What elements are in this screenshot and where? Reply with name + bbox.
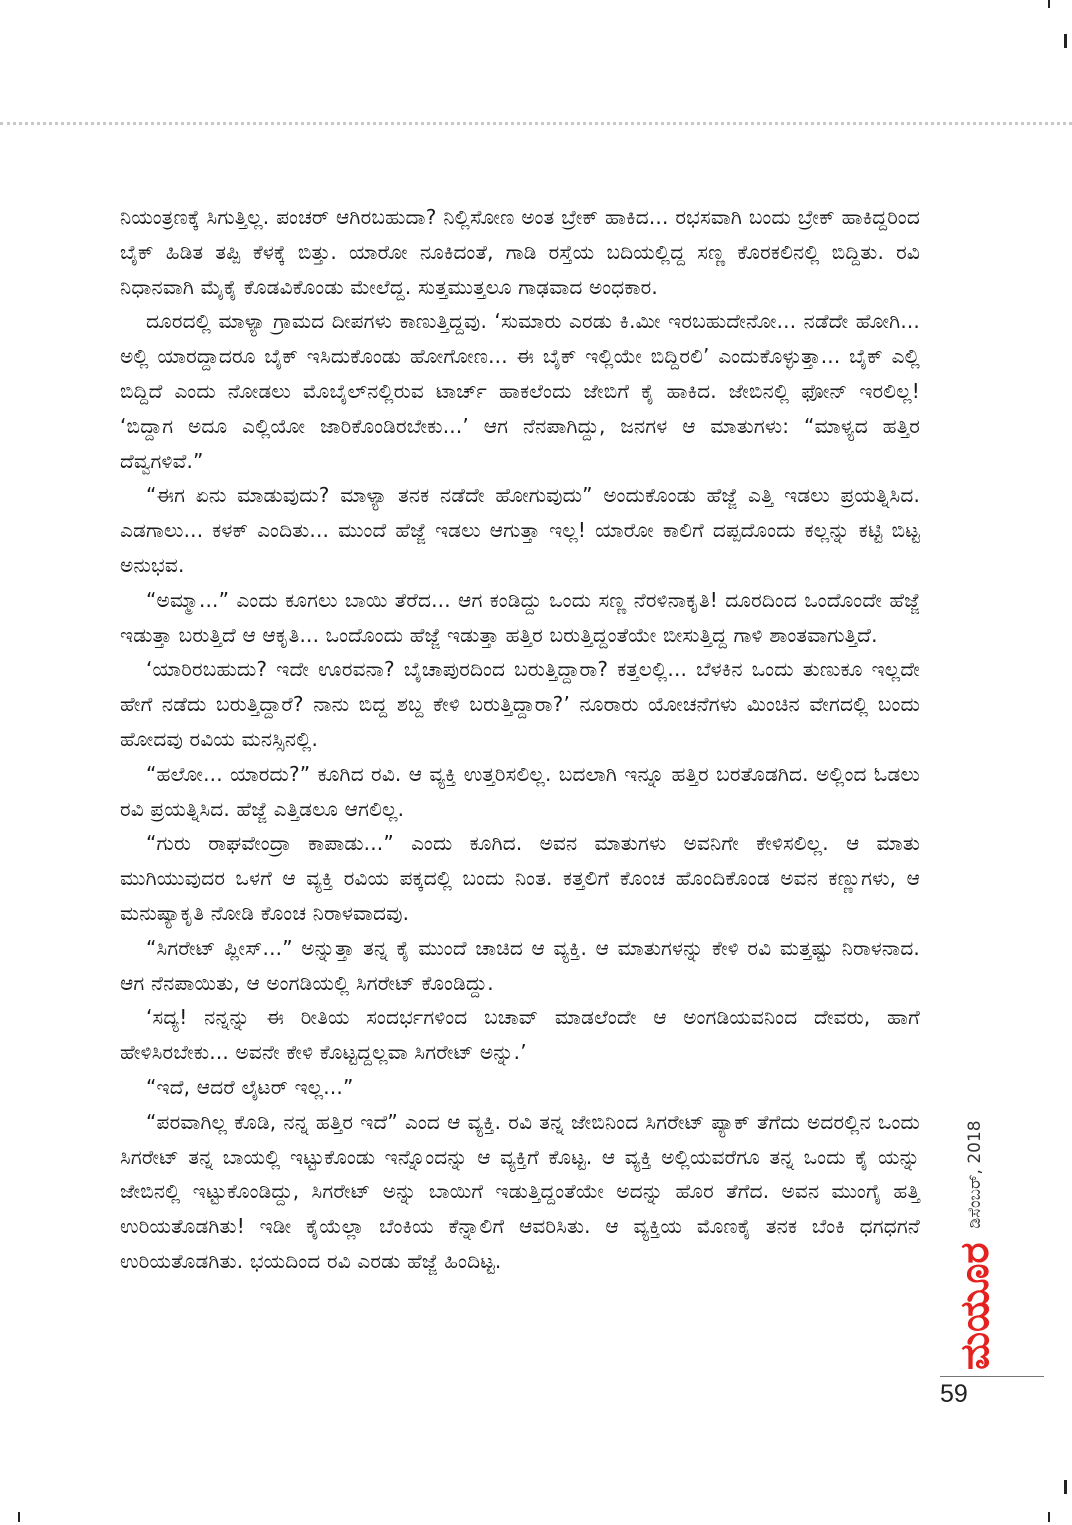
magazine-sidebar	[925, 1075, 998, 1370]
paragraph: ದೂರದಲ್ಲಿ ಮಾಳ್ಯಾ ಗ್ರಾಮದ ದೀಪಗಳು ಕಾಣುತ್ತಿದ್ದವು. ‘ಸುಮಾರು ಎರಡು ಕಿ.ಮೀ ಇರಬಹುದೇನೋ... ನಡೆದೇ ಹೋಗಿ... ಅಲ್ಲಿ ಯಾರದ್ದಾದರೂ ಬೈಕ್ ಇಸಿದುಕೊಂಡು ಹೋಗೋಣ... ಈ ಬೈಕ್ ಇಲ್ಲಿಯೇ ಬಿದ್ದಿರಲಿ’ ಎಂದುಕೊಳ್ಳುತ್ತಾ... ಬೈಕ್ ಎಲ್ಲಿ ಬಿದ್ದಿದೆ ಎಂದು ನೋಡಲು ಮೊಬೈಲ್‌ನಲ್ಲಿರುವ ಟಾರ್ಚ್ ಹಾಕಲೆಂದು ಜೇಬಿಗೆ ಕೈ ಹಾಕಿದ. ಜೇಬಿನಲ್ಲಿ ಫೋನ್ ಇರಲಿಲ್ಲ! ‘ಬಿದ್ದಾಗ ಅದೂ ಎಲ್ಲಿಯೋ ಜಾರಿಕೊಂಡಿರಬೇಕು...’ ಆಗ ನೆನಪಾಗಿದ್ದು, ಜನಗಳ ಆ ಮಾತುಗಳು: “ಮಾಳ್ಯದ ಹತ್ತಿರ ದೆವ್ವಗಳಿವೆ.”	[120, 309, 920, 473]
paragraph: “ಹಲೋ... ಯಾರದು?” ಕೂಗಿದ ರವಿ. ಆ ವ್ಯಕ್ತಿ ಉತ್ತರಿಸಲಿಲ್ಲ. ಬದಲಾಗಿ ಇನ್ನೂ ಹತ್ತಿರ ಬರತೊಡಗಿದ. ಅಲ್ಲಿಂದ ಓಡಲು ರವಿ ಪ್ರಯತ್ನಿಸಿದ. ಹೆಜ್ಜೆ ಎತ್ತಿಡಲೂ ಆಗಲಿಲ್ಲ.	[120, 761, 920, 821]
paragraph: “ಈಗ ಏನು ಮಾಡುವುದು? ಮಾಳ್ಯಾ ತನಕ ನಡೆದೇ ಹೋಗುವುದು” ಅಂದುಕೊಂಡು ಹೆಜ್ಜೆ ಎತ್ತಿ ಇಡಲು ಪ್ರಯತ್ನಿಸಿದ. ಎಡಗಾಲು... ಕಳಕ್ ಎಂದಿತು... ಮುಂದೆ ಹೆಜ್ಜೆ ಇಡಲು ಆಗುತ್ತಾ ಇಲ್ಲ! ಯಾರೋ ಕಾಲಿಗೆ ದಪ್ಪದೊಂದು ಕಲ್ಲನ್ನು ಕಟ್ಟಿ ಬಿಟ್ಟ ಅನುಭವ.	[120, 483, 920, 577]
crop-mark-right-upper	[1064, 34, 1067, 48]
paragraph: “ಪರವಾಗಿಲ್ಲ ಕೊಡಿ, ನನ್ನ ಹತ್ತಿರ ಇದೆ” ಎಂದ ಆ ವ್ಯಕ್ತಿ. ರವಿ ತನ್ನ ಜೇಬಿನಿಂದ ಸಿಗರೇಟ್ ಪ್ಯಾಕ್ ತೆಗೆದು ಅದರಲ್ಲಿನ ಒಂದು ಸಿಗರೇಟ್ ತನ್ನ ಬಾಯಲ್ಲಿ ಇಟ್ಟುಕೊಂಡು ಇನ್ನೊಂದನ್ನು ಆ ವ್ಯಕ್ತಿಗೆ ಕೊಟ್ಟ. ಆ ವ್ಯಕ್ತಿ ಅಲ್ಲಿಯವರೆಗೂ ತನ್ನ ಒಂದು ಕೈ ಯನ್ನು ಜೇಬಿನಲ್ಲಿ ಇಟ್ಟುಕೊಂಡಿದ್ದು, ಸಿಗರೇಟ್ ಅನ್ನು ಬಾಯಿಗೆ ಇಡುತ್ತಿದ್ದಂತೆಯೇ ಅದನ್ನು ಹೊರ ತೆಗೆದ. ಅವನ ಮುಂಗೈ ಹತ್ತಿ ಉರಿಯತೊಡಗಿತು! ಇಡೀ ಕೈಯೆಲ್ಲಾ ಬೆಂಕಿಯ ಕೆನ್ನಾಲಿಗೆ ಆವರಿಸಿತು. ಆ ವ್ಯಕ್ತಿಯ ಮೊಣಕೈ ತನಕ ಬೆಂಕಿ ಧಗಧಗನೆ ಉರಿಯತೊಡಗಿತು. ಭಯದಿಂದ ರವಿ ಎರಡು ಹೆಜ್ಜೆ ಹಿಂದಿಟ್ಟ.	[120, 1109, 920, 1273]
paragraph: ‘ಸದ್ಯ! ನನ್ನನ್ನು ಈ ರೀತಿಯ ಸಂದರ್ಭಗಳಿಂದ ಬಚಾವ್ ಮಾಡಲೆಂದೇ ಆ ಅಂಗಡಿಯವನಿಂದ ದೇವರು, ಹಾಗೆ ಹೇಳಿಸಿರಬೇಕು... ಅವನೇ ಕೇಳಿ ಕೊಟ್ಟದ್ದಲ್ಲವಾ ಸಿಗರೇಟ್ ಅನ್ನು.’	[120, 1005, 920, 1065]
crop-mark-bottom-left	[18, 1512, 20, 1522]
issue-date: ಡಿಸೆಂಬರ್, 2018	[964, 1120, 985, 1229]
sidebar-rotated-text	[952, 1120, 998, 1370]
paragraph: ‘ಯಾರಿರಬಹುದು? ಇದೇ ಊರವನಾ? ಬೈಚಾಪುರದಿಂದ ಬರುತ್ತಿದ್ದಾರಾ? ಕತ್ತಲಲ್ಲಿ... ಬೆಳಕಿನ ಒಂದು ತುಣುಕೂ ಇಲ್ಲದೇ ಹೇಗೆ ನಡೆದು ಬರುತ್ತಿದ್ದಾರೆ? ನಾನು ಬಿದ್ದ ಶಬ್ದ ಕೇಳಿ ಬರುತ್ತಿದ್ದಾರಾ?’ ನೂರಾರು ಯೋಚನೆಗಳು ಮಿಂಚಿನ ವೇಗದಲ್ಲಿ ಬಂದು ಹೋದವು ರವಿಯ ಮನಸ್ಸಿನಲ್ಲಿ.	[120, 657, 920, 751]
paragraph: “ಅಮ್ಮಾ...” ಎಂದು ಕೂಗಲು ಬಾಯಿ ತೆರೆದ... ಆಗ ಕಂಡಿದ್ದು ಒಂದು ಸಣ್ಣ ನೆರಳಿನಾಕೃತಿ! ದೂರದಿಂದ ಒಂದೊಂದೇ ಹೆಜ್ಜೆ ಇಡುತ್ತಾ ಬರುತ್ತಿದೆ ಆ ಆಕೃತಿ... ಒಂದೊಂದು ಹೆಜ್ಜೆ ಇಡುತ್ತಾ ಹತ್ತಿರ ಬರುತ್ತಿದ್ದಂತೆಯೇ ಬೀಸುತ್ತಿದ್ದ ಗಾಳಿ ಶಾಂತವಾಗುತ್ತಿದೆ.	[120, 587, 920, 647]
paragraph: “ಇದೆ, ಆದರೆ ಲೈಟರ್ ಇಲ್ಲ...”	[146, 1074, 354, 1099]
crop-mark-bottom-right	[1048, 1512, 1050, 1522]
article-body	[120, 200, 920, 1279]
page-number: 59	[940, 1380, 968, 1408]
magazine-logo: ಮಯೂರ	[952, 1242, 998, 1370]
paragraph: “ಸಿಗರೇಟ್ ಪ್ಲೀಸ್...” ಅನ್ನುತ್ತಾ ತನ್ನ ಕೈ ಮುಂದೆ ಚಾಚಿದ ಆ ವ್ಯಕ್ತಿ. ಆ ಮಾತುಗಳನ್ನು ಕೇಳಿ ರವಿ ಮತ್ತಷ್ಟು ನಿರಾಳನಾದ. ಆಗ ನೆನಪಾಯಿತು, ಆ ಅಂಗಡಿಯಲ್ಲಿ ಸಿಗರೇಟ್ ಕೊಂಡಿದ್ದು.	[120, 935, 920, 995]
crop-mark-top-right	[1048, 0, 1050, 8]
header-dotted-rule	[0, 122, 1072, 125]
page-number-rule	[940, 1376, 1044, 1377]
paragraph: ನಿಯಂತ್ರಣಕ್ಕೆ ಸಿಗುತ್ತಿಲ್ಲ. ಪಂಚರ್ ಆಗಿರಬಹುದಾ? ನಿಲ್ಲಿಸೋಣ ಅಂತ ಬ್ರೇಕ್ ಹಾಕಿದ... ರಭಸವಾಗಿ ಬಂದು ಬ್ರೇಕ್ ಹಾಕಿದ್ದರಿಂದ ಬೈಕ್ ಹಿಡಿತ ತಪ್ಪಿ ಕೆಳಕ್ಕೆ ಬಿತ್ತು. ಯಾರೋ ನೂಕಿದಂತೆ, ಗಾಡಿ ರಸ್ತೆಯ ಬದಿಯಲ್ಲಿದ್ದ ಸಣ್ಣ ಕೊರಕಲಿನಲ್ಲಿ ಬಿದ್ದಿತು. ರವಿ ನಿಧಾನವಾಗಿ ಮೈಕೈ ಕೊಡವಿಕೊಂಡು ಮೇಲೆದ್ದ. ಸುತ್ತಮುತ್ತಲೂ ಗಾಢವಾದ ಅಂಧಕಾರ.	[120, 205, 920, 299]
crop-mark-right-lower	[1064, 1480, 1067, 1494]
paragraph: “ಗುರು ರಾಘವೇಂದ್ರಾ ಕಾಪಾಡು...” ಎಂದು ಕೂಗಿದ. ಅವನ ಮಾತುಗಳು ಅವನಿಗೇ ಕೇಳಿಸಲಿಲ್ಲ. ಆ ಮಾತು ಮುಗಿಯುವುದರ ಒಳಗೆ ಆ ವ್ಯಕ್ತಿ ರವಿಯ ಪಕ್ಕದಲ್ಲಿ ಬಂದು ನಿಂತ. ಕತ್ತಲಿಗೆ ಕೊಂಚ ಹೊಂದಿಕೊಂಡ ಅವನ ಕಣ್ಣುಗಳು, ಆ ಮನುಷ್ಯಾಕೃತಿ ನೋಡಿ ಕೊಂಚ ನಿರಾಳವಾದವು.	[120, 831, 920, 925]
